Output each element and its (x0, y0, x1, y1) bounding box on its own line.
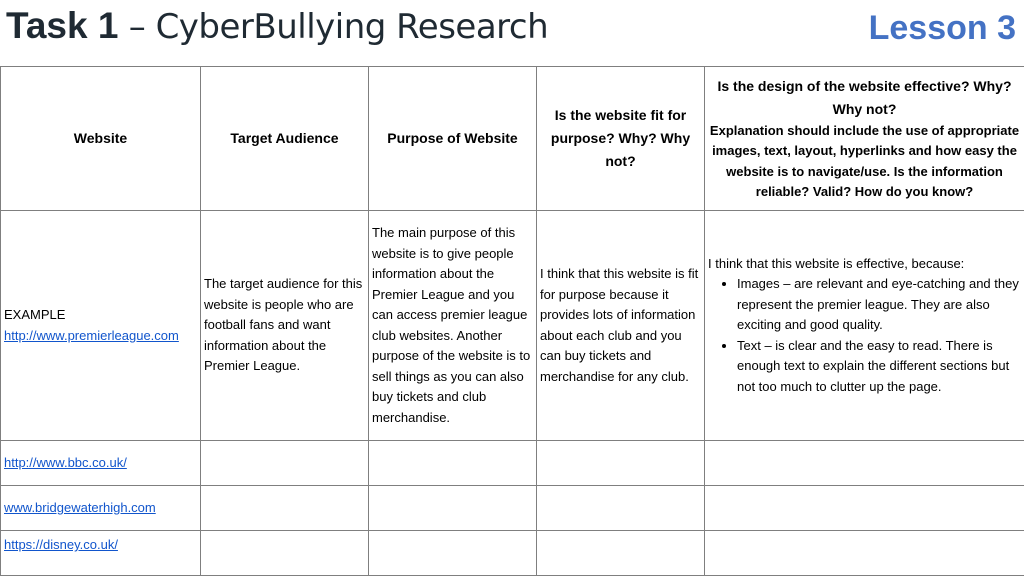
bridgewater-link[interactable]: www.bridgewaterhigh.com (4, 499, 156, 515)
empty-cell[interactable] (201, 441, 369, 486)
example-link[interactable]: http://www.premierleague.com (4, 327, 179, 343)
list-item: • Images – are relevant and eye-catching and they represent the premier league. They are also exciting and good quality. (737, 274, 1021, 336)
empty-cell[interactable] (369, 531, 537, 576)
empty-cell[interactable] (201, 486, 369, 531)
website-cell (1, 441, 201, 486)
empty-cell[interactable] (537, 531, 705, 576)
empty-cell[interactable] (201, 531, 369, 576)
empty-cell[interactable] (705, 531, 1024, 576)
disney-link[interactable]: https://disney.co.uk/ (4, 537, 118, 552)
research-table (0, 66, 1024, 576)
bbc-link[interactable]: http://www.bbc.co.uk/ (4, 454, 127, 470)
example-row (1, 211, 1024, 441)
task-label: Task 1 (6, 5, 119, 46)
header-design (705, 67, 1024, 211)
lesson-label: Lesson 3 (868, 9, 1016, 47)
example-target-cell: The target audience for this website is people who are football fans and want information about the Premier League. (201, 211, 369, 441)
example-design-intro: I think that this website is effective, because: (708, 255, 965, 271)
header-fit-for-purpose: Is the website fit for purpose? Why? Why not? (537, 67, 705, 211)
page-title (6, 2, 548, 51)
table-row (1, 486, 1024, 531)
empty-cell[interactable] (369, 486, 537, 531)
empty-cell[interactable] (705, 441, 1024, 486)
example-design-list (708, 274, 1021, 397)
header-row (1, 67, 1024, 211)
example-label: EXAMPLE (4, 307, 66, 322)
header-website: Website (1, 67, 201, 211)
header-purpose: Purpose of Website (369, 67, 537, 211)
header-design-question: Is the design of the website effective? Why? Why not? (717, 77, 1012, 117)
website-cell (1, 531, 201, 576)
table-row (1, 441, 1024, 486)
list-item: • Text – is clear and the easy to read. There is enough text to explain the different sections but not too much to clutter up the page. (737, 336, 1021, 398)
header-target-audience: Target Audience (201, 67, 369, 211)
title-text: – CyberBullying Research (118, 7, 549, 47)
website-cell (1, 486, 201, 531)
example-fit-cell: I think that this website is fit for purpose because it provides lots of information about each club and you can buy tickets and merchandise for any club. (537, 211, 705, 441)
example-website-cell (1, 211, 201, 441)
example-purpose-cell: The main purpose of this website is to give people information about the Premier League and you can access premier league club websites. Another purpose of the website is to sell things as you can also buy tickets and club merchandise. (369, 211, 537, 441)
empty-cell[interactable] (705, 486, 1024, 531)
example-design-cell (705, 211, 1024, 441)
empty-cell[interactable] (537, 441, 705, 486)
empty-cell[interactable] (369, 441, 537, 486)
header-design-note: Explanation should include the use of appropriate images, text, layout, hyperlinks and how easy the website is to navigate/use. Is the information reliable? Valid? How do you know? (709, 122, 1020, 199)
table-row (1, 531, 1024, 576)
empty-cell[interactable] (537, 486, 705, 531)
